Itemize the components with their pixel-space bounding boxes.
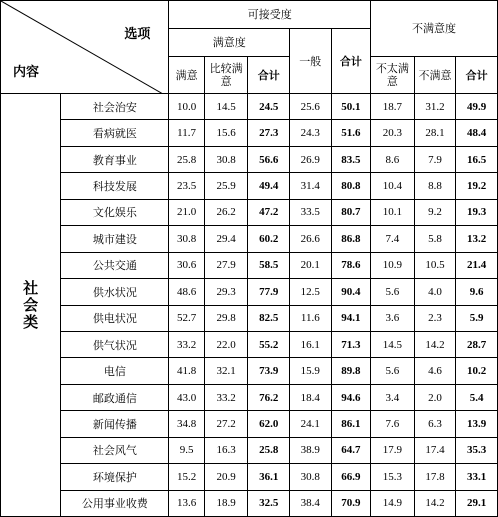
item-label: 看病就医 <box>61 120 169 146</box>
not-very-satisfied-value: 7.4 <box>371 226 415 252</box>
fairly-satisfied-value: 29.4 <box>204 226 248 252</box>
satisfied-total-value: 62.0 <box>248 411 290 437</box>
unsatisfied-total-value: 16.5 <box>456 146 498 172</box>
not-very-satisfied-value: 10.1 <box>371 199 415 225</box>
unsatisfied-total-value: 13.2 <box>456 226 498 252</box>
not-very-satisfied-value: 10.4 <box>371 173 415 199</box>
satisfied-value: 23.5 <box>169 173 204 199</box>
satisfied-group-header: 满意度 <box>169 29 290 57</box>
acceptable-total-value: 70.9 <box>331 490 371 516</box>
not-satisfied-value: 6.3 <box>414 411 456 437</box>
unsatisfied-total-value: 19.3 <box>456 199 498 225</box>
item-label: 供气状况 <box>61 331 169 357</box>
not-very-satisfied-value: 3.6 <box>371 305 415 331</box>
unsatisfied-total-value: 21.4 <box>456 252 498 278</box>
category-char: 社 <box>23 278 39 297</box>
fairly-satisfied-value: 26.2 <box>204 199 248 225</box>
satisfied-total-value: 56.6 <box>248 146 290 172</box>
table-row <box>1 279 498 305</box>
content-label: 内容 <box>13 65 40 80</box>
not-satisfied-value: 4.6 <box>414 358 456 384</box>
category-char: 会 <box>23 295 39 314</box>
acceptable-total-value: 66.9 <box>331 464 371 490</box>
item-label: 教育事业 <box>61 146 169 172</box>
general-value: 15.9 <box>290 358 332 384</box>
table-row <box>1 226 498 252</box>
item-label: 邮政通信 <box>61 384 169 410</box>
satisfied-value: 21.0 <box>169 199 204 225</box>
general-value: 38.9 <box>290 437 332 463</box>
acceptable-total-value: 94.6 <box>331 384 371 410</box>
satisfied-value: 9.5 <box>169 437 204 463</box>
fairly-satisfied-value: 29.3 <box>204 279 248 305</box>
general-value: 11.6 <box>290 305 332 331</box>
acceptable-total-value: 80.8 <box>331 173 371 199</box>
unsatisfied-total-value: 5.4 <box>456 384 498 410</box>
general-value: 12.5 <box>290 279 332 305</box>
item-label: 电信 <box>61 358 169 384</box>
not-very-satisfied-value: 15.3 <box>371 464 415 490</box>
satisfied-value: 41.8 <box>169 358 204 384</box>
table-row <box>1 120 498 146</box>
satisfied-total-value: 47.2 <box>248 199 290 225</box>
satisfied-total-value: 58.5 <box>248 252 290 278</box>
satisfied-total-value: 76.2 <box>248 384 290 410</box>
table-row <box>1 358 498 384</box>
table-row <box>1 305 498 331</box>
fairly-satisfied-value: 16.3 <box>204 437 248 463</box>
acceptable-header: 可接受度 <box>169 1 371 29</box>
acceptable-total-header: 合计 <box>331 29 371 94</box>
item-label: 供电状况 <box>61 305 169 331</box>
satisfied-total-value: 60.2 <box>248 226 290 252</box>
unsatisfied-group-header: 不满意度 <box>371 1 498 57</box>
item-label: 公用事业收费 <box>61 490 169 516</box>
fairly-satisfied-value: 33.2 <box>204 384 248 410</box>
table-row <box>1 173 498 199</box>
acceptable-total-value: 89.8 <box>331 358 371 384</box>
table-row <box>1 331 498 357</box>
not-very-satisfied-value: 14.9 <box>371 490 415 516</box>
table-row <box>1 146 498 172</box>
not-very-satisfied-value: 10.9 <box>371 252 415 278</box>
general-value: 24.1 <box>290 411 332 437</box>
not-satisfied-value: 4.0 <box>414 279 456 305</box>
item-label: 城市建设 <box>61 226 169 252</box>
not-satisfied-value: 14.2 <box>414 331 456 357</box>
acceptable-total-value: 80.7 <box>331 199 371 225</box>
general-value: 18.4 <box>290 384 332 410</box>
not-very-satisfied-value: 8.6 <box>371 146 415 172</box>
satisfied-value: 11.7 <box>169 120 204 146</box>
table-row <box>1 490 498 516</box>
acceptable-total-value: 50.1 <box>331 94 371 120</box>
not-satisfied-value: 2.3 <box>414 305 456 331</box>
fairly-satisfied-header: 比较满意 <box>204 57 248 94</box>
satisfied-total-value: 55.2 <box>248 331 290 357</box>
item-label: 科技发展 <box>61 173 169 199</box>
table-row <box>1 437 498 463</box>
satisfied-value: 30.8 <box>169 226 204 252</box>
category-char: 类 <box>23 312 39 331</box>
not-very-satisfied-value: 14.5 <box>371 331 415 357</box>
fairly-satisfied-value: 30.8 <box>204 146 248 172</box>
general-value: 16.1 <box>290 331 332 357</box>
acceptable-total-value: 83.5 <box>331 146 371 172</box>
not-satisfied-value: 17.8 <box>414 464 456 490</box>
satisfied-value: 30.6 <box>169 252 204 278</box>
acceptable-total-value: 94.1 <box>331 305 371 331</box>
not-satisfied-value: 7.9 <box>414 146 456 172</box>
satisfied-value: 13.6 <box>169 490 204 516</box>
unsatisfied-total-value: 13.9 <box>456 411 498 437</box>
general-value: 31.4 <box>290 173 332 199</box>
item-label: 社会风气 <box>61 437 169 463</box>
fairly-satisfied-value: 27.2 <box>204 411 248 437</box>
item-label: 社会治安 <box>61 94 169 120</box>
acceptable-total-value: 51.6 <box>331 120 371 146</box>
unsatisfied-total-value: 49.9 <box>456 94 498 120</box>
not-satisfied-value: 17.4 <box>414 437 456 463</box>
not-very-satisfied-value: 5.6 <box>371 358 415 384</box>
acceptable-total-value: 86.1 <box>331 411 371 437</box>
fairly-satisfied-value: 32.1 <box>204 358 248 384</box>
satisfied-value: 10.0 <box>169 94 204 120</box>
general-value: 33.5 <box>290 199 332 225</box>
table-row <box>1 384 498 410</box>
satisfied-value: 34.8 <box>169 411 204 437</box>
table-body <box>1 94 498 517</box>
not-very-satisfied-value: 17.9 <box>371 437 415 463</box>
not-very-satisfied-value: 3.4 <box>371 384 415 410</box>
not-satisfied-value: 9.2 <box>414 199 456 225</box>
general-header: 一般 <box>290 29 332 94</box>
unsatisfied-total-header: 合计 <box>456 57 498 94</box>
not-satisfied-value: 2.0 <box>414 384 456 410</box>
satisfied-value: 25.8 <box>169 146 204 172</box>
acceptable-total-value: 86.8 <box>331 226 371 252</box>
general-value: 25.6 <box>290 94 332 120</box>
item-label: 文化娱乐 <box>61 199 169 225</box>
category-cell <box>1 94 61 517</box>
acceptable-total-value: 71.3 <box>331 331 371 357</box>
not-satisfied-value: 14.2 <box>414 490 456 516</box>
corner-header-cell <box>1 1 169 94</box>
satisfied-value: 43.0 <box>169 384 204 410</box>
table-row <box>1 94 498 120</box>
item-label: 新闻传播 <box>61 411 169 437</box>
satisfied-total-value: 82.5 <box>248 305 290 331</box>
unsatisfied-total-value: 48.4 <box>456 120 498 146</box>
satisfied-total-value: 24.5 <box>248 94 290 120</box>
unsatisfied-total-value: 10.2 <box>456 358 498 384</box>
satisfied-value: 33.2 <box>169 331 204 357</box>
satisfied-total-value: 27.3 <box>248 120 290 146</box>
item-label: 环境保护 <box>61 464 169 490</box>
not-satisfied-value: 31.2 <box>414 94 456 120</box>
satisfied-value: 15.2 <box>169 464 204 490</box>
acceptable-total-value: 64.7 <box>331 437 371 463</box>
satisfied-total-value: 73.9 <box>248 358 290 384</box>
not-satisfied-header: 不满意 <box>414 57 456 94</box>
general-value: 26.9 <box>290 146 332 172</box>
unsatisfied-total-value: 35.3 <box>456 437 498 463</box>
general-value: 38.4 <box>290 490 332 516</box>
table-row <box>1 411 498 437</box>
satisfied-total-header: 合计 <box>248 57 290 94</box>
not-very-satisfied-value: 7.6 <box>371 411 415 437</box>
satisfied-total-value: 32.5 <box>248 490 290 516</box>
acceptable-total-value: 78.6 <box>331 252 371 278</box>
fairly-satisfied-value: 15.6 <box>204 120 248 146</box>
fairly-satisfied-value: 25.9 <box>204 173 248 199</box>
item-label: 公共交通 <box>61 252 169 278</box>
general-value: 20.1 <box>290 252 332 278</box>
general-value: 26.6 <box>290 226 332 252</box>
table-row <box>1 252 498 278</box>
unsatisfied-total-value: 29.1 <box>456 490 498 516</box>
not-satisfied-value: 8.8 <box>414 173 456 199</box>
fairly-satisfied-value: 14.5 <box>204 94 248 120</box>
not-very-satisfied-value: 5.6 <box>371 279 415 305</box>
satisfied-value: 52.7 <box>169 305 204 331</box>
not-very-satisfied-value: 18.7 <box>371 94 415 120</box>
not-very-satisfied-header: 不太满意 <box>371 57 415 94</box>
not-satisfied-value: 28.1 <box>414 120 456 146</box>
table-row <box>1 199 498 225</box>
unsatisfied-total-value: 28.7 <box>456 331 498 357</box>
satisfied-value: 48.6 <box>169 279 204 305</box>
fairly-satisfied-value: 18.9 <box>204 490 248 516</box>
table-row <box>1 464 498 490</box>
not-very-satisfied-value: 20.3 <box>371 120 415 146</box>
fairly-satisfied-value: 29.8 <box>204 305 248 331</box>
fairly-satisfied-value: 22.0 <box>204 331 248 357</box>
unsatisfied-total-value: 5.9 <box>456 305 498 331</box>
satisfied-header: 满意 <box>169 57 204 94</box>
not-satisfied-value: 5.8 <box>414 226 456 252</box>
satisfied-total-value: 49.4 <box>248 173 290 199</box>
satisfied-total-value: 77.9 <box>248 279 290 305</box>
satisfied-total-value: 25.8 <box>248 437 290 463</box>
satisfied-total-value: 36.1 <box>248 464 290 490</box>
general-value: 30.8 <box>290 464 332 490</box>
acceptable-total-value: 90.4 <box>331 279 371 305</box>
not-satisfied-value: 10.5 <box>414 252 456 278</box>
unsatisfied-total-value: 33.1 <box>456 464 498 490</box>
unsatisfied-total-value: 19.2 <box>456 173 498 199</box>
item-label: 供水状况 <box>61 279 169 305</box>
fairly-satisfied-value: 20.9 <box>204 464 248 490</box>
general-value: 24.3 <box>290 120 332 146</box>
fairly-satisfied-value: 27.9 <box>204 252 248 278</box>
unsatisfied-total-value: 9.6 <box>456 279 498 305</box>
options-label: 选项 <box>124 27 151 42</box>
